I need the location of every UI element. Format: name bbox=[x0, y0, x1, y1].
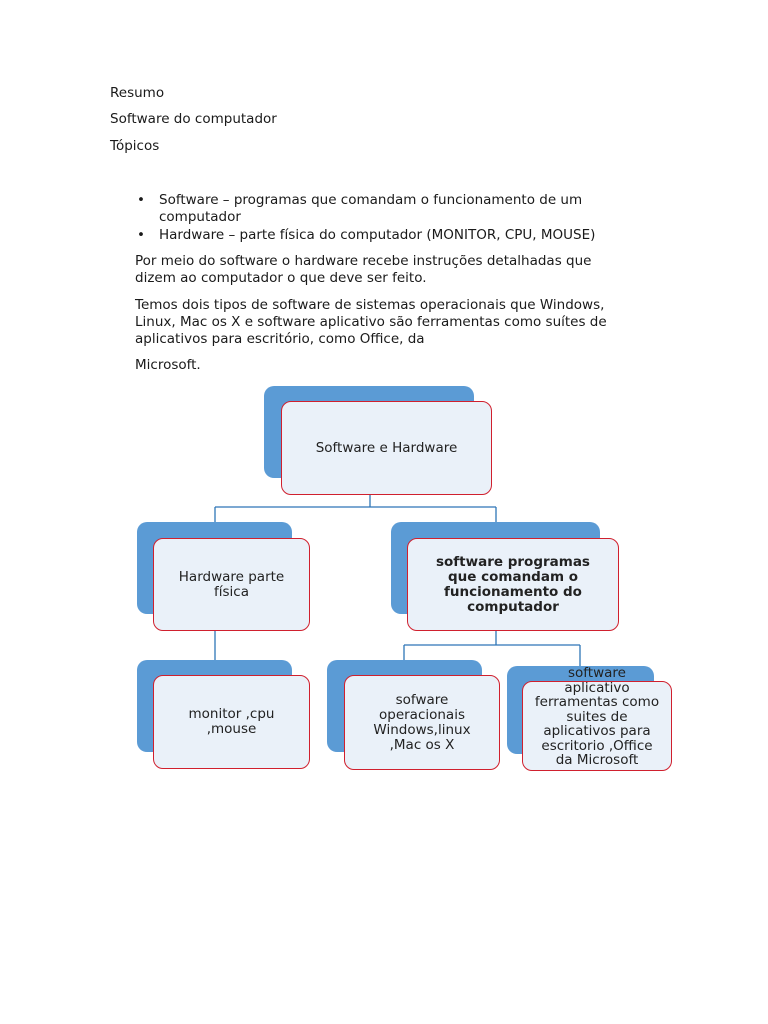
node-monitor-cpu-mouse bbox=[153, 675, 310, 769]
node-label: monitor ,cpu bbox=[188, 706, 275, 722]
node-label: escritorio ,Office bbox=[541, 737, 653, 754]
node-label: funcionamento do bbox=[444, 583, 582, 600]
node-label: ferramentas como bbox=[534, 694, 660, 711]
list-item-text: Software – programas que comandam o funcionamento de um bbox=[159, 192, 583, 208]
subject-title: Software do computador bbox=[110, 111, 277, 127]
node-label: operacionais bbox=[378, 706, 465, 723]
node-hardware bbox=[153, 538, 310, 631]
node-software-hardware bbox=[281, 401, 492, 495]
list-item-text: Hardware – parte física do computador (MONITOR, CPU, MOUSE) bbox=[159, 227, 596, 243]
node-label: física bbox=[214, 583, 249, 600]
node-label: suites de bbox=[566, 708, 628, 725]
node-label: sofware bbox=[395, 691, 449, 708]
list-item-text: computador bbox=[159, 209, 241, 225]
topics-heading: Tópicos bbox=[110, 138, 160, 154]
paragraph-microsoft: Microsoft. bbox=[135, 357, 201, 373]
node-label: software bbox=[568, 665, 626, 682]
node-label: Hardware parte bbox=[178, 568, 285, 585]
node-label: Software e Hardware bbox=[315, 439, 458, 456]
paragraph-line: dizem ao computador o que deve ser feito. bbox=[135, 270, 427, 286]
node-operating-systems bbox=[344, 675, 500, 770]
node-label: computador bbox=[467, 598, 559, 615]
paragraph-line: aplicativos para escritório, como Office, da bbox=[135, 331, 425, 347]
node-label: aplicativo bbox=[564, 679, 630, 696]
node-label: da Microsoft bbox=[555, 752, 639, 769]
node-application-software bbox=[522, 665, 672, 771]
node-label: ,Mac os X bbox=[389, 736, 455, 753]
node-label: software programas bbox=[436, 553, 590, 570]
node-label: ,mouse bbox=[206, 721, 257, 737]
node-label: que comandam o bbox=[447, 568, 578, 585]
node-label: Windows,linux bbox=[373, 721, 471, 738]
paragraph-line: Linux, Mac os X e software aplicativo são ferramentas como suítes de bbox=[135, 314, 607, 330]
bullet-icon: • bbox=[137, 227, 145, 243]
paragraph-line: Temos dois tipos de software de sistemas operacionais que Windows, bbox=[135, 297, 605, 313]
paragraph-line: Por meio do software o hardware recebe instruções detalhadas que bbox=[135, 253, 592, 269]
node-label: aplicativos para bbox=[543, 723, 651, 740]
node-software bbox=[407, 538, 619, 631]
bullet-icon: • bbox=[137, 192, 145, 208]
summary-heading: Resumo bbox=[110, 85, 165, 101]
